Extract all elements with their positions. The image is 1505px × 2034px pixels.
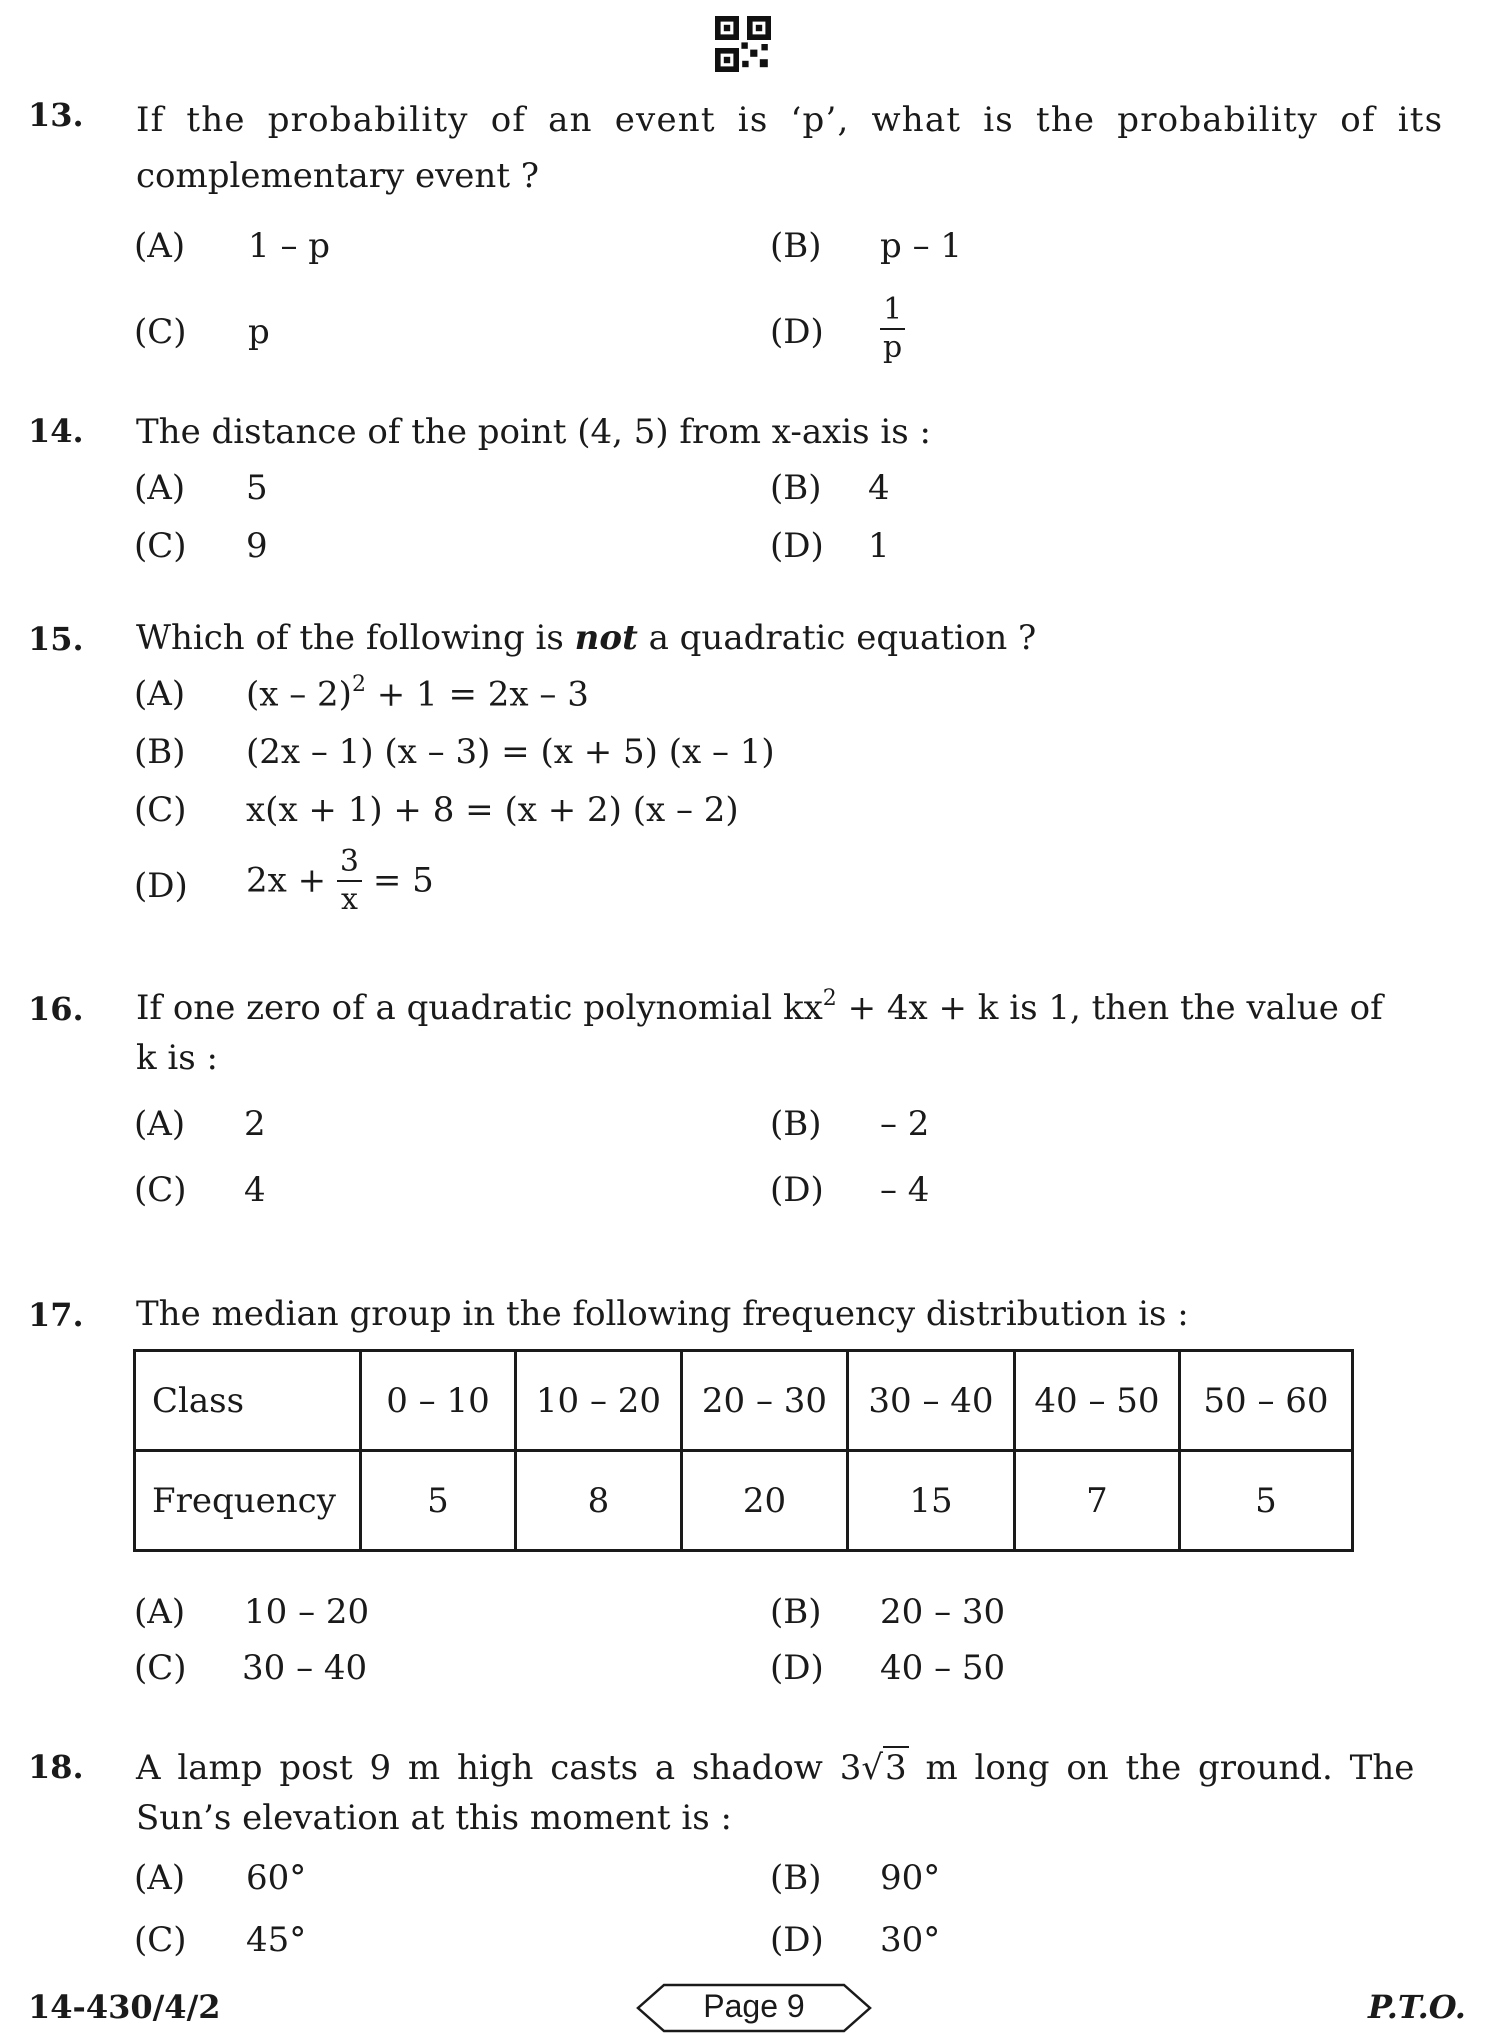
q15-d-pre: 2x + — [246, 860, 337, 901]
q16-option-d-label[interactable]: (D) — [770, 1170, 824, 1210]
fraction — [337, 846, 362, 915]
fraction-denominator: x — [341, 881, 358, 917]
q13-option-a-value: 1 – p — [248, 226, 331, 266]
table-row-frequency — [135, 1451, 1353, 1551]
q15-option-a-label[interactable]: (A) — [134, 674, 186, 714]
q14-option-c-value: 9 — [246, 526, 268, 566]
q17-option-a-label[interactable]: (A) — [134, 1592, 186, 1632]
q15-option-d-value — [246, 846, 434, 915]
q18-option-d-value: 30° — [880, 1920, 941, 1960]
paper-code: 14-430/4/2 — [28, 1988, 221, 2026]
q18-option-b-label[interactable]: (B) — [770, 1858, 822, 1898]
question-17-number: 17. — [28, 1296, 84, 1334]
question-16-line-2: k is : — [136, 1038, 218, 1078]
q14-option-d-value: 1 — [868, 526, 890, 566]
q17-option-d-label[interactable]: (D) — [770, 1648, 824, 1688]
q15-option-b-label[interactable]: (B) — [134, 732, 186, 772]
q15-option-a-value — [246, 674, 589, 714]
please-turn-over: P.T.O. — [1368, 1988, 1466, 2026]
question-18-line-2: Sun’s elevation at this moment is : — [136, 1798, 732, 1838]
q18-option-a-label[interactable]: (A) — [134, 1858, 186, 1898]
table-row-class — [135, 1351, 1353, 1451]
q17-option-b-value: 20 – 30 — [880, 1592, 1006, 1632]
q13-option-a-label[interactable]: (A) — [134, 226, 186, 266]
q15-d-post: = 5 — [372, 860, 434, 901]
fraction-numerator: 3 — [337, 846, 362, 882]
question-15-text-post: a quadratic equation ? — [637, 618, 1037, 658]
question-16-text-pre: If one zero of a quadratic polynomial kx — [136, 988, 823, 1028]
q16-option-a-label[interactable]: (A) — [134, 1104, 186, 1144]
table-cell: 7 — [1015, 1451, 1180, 1551]
table-cell: 8 — [516, 1451, 682, 1551]
question-18-number: 18. — [28, 1748, 84, 1786]
question-15-text-pre: Which of the following is — [136, 618, 575, 658]
table-cell-header: Frequency — [135, 1451, 361, 1551]
qr-code-icon — [715, 16, 771, 72]
q16-option-b-label[interactable]: (B) — [770, 1104, 822, 1144]
question-17-text: The median group in the following frequency distribution is : — [136, 1294, 1189, 1334]
question-13-number: 13. — [28, 96, 84, 134]
q17-option-d-value: 40 – 50 — [880, 1648, 1006, 1688]
question-13-line-2: complementary event ? — [136, 156, 540, 196]
q15-a-post: + 1 = 2x – 3 — [365, 674, 589, 715]
q14-option-a-value: 5 — [246, 468, 268, 508]
q13-option-b-value: p – 1 — [880, 226, 963, 266]
q15-a-pre: (x – 2) — [246, 674, 352, 715]
q13-option-d-value — [880, 294, 905, 363]
q15-option-d-label[interactable]: (D) — [134, 866, 188, 906]
sqrt-symbol: √ — [861, 1748, 884, 1788]
q17-option-c-value: 30 – 40 — [242, 1648, 368, 1688]
q18-option-b-value: 90° — [880, 1858, 941, 1898]
question-15-emphasis: not — [574, 618, 638, 658]
qr-code — [715, 16, 771, 76]
table-cell: 0 – 10 — [361, 1351, 516, 1451]
q14-option-a-label[interactable]: (A) — [134, 468, 186, 508]
q18-option-a-value: 60° — [246, 1858, 307, 1898]
q14-option-c-label[interactable]: (C) — [134, 526, 187, 566]
table-cell: 20 – 30 — [682, 1351, 848, 1451]
q14-option-b-label[interactable]: (B) — [770, 468, 822, 508]
q14-option-d-label[interactable]: (D) — [770, 526, 824, 566]
question-18-line-1 — [136, 1742, 1414, 1795]
q15-a-exponent: 2 — [351, 672, 366, 697]
table-cell: 20 — [682, 1451, 848, 1551]
q17-option-b-label[interactable]: (B) — [770, 1592, 822, 1632]
fraction-denominator: p — [883, 329, 903, 365]
q16-option-c-label[interactable]: (C) — [134, 1170, 187, 1210]
sqrt-coefficient: 3 — [839, 1748, 862, 1788]
q14-option-b-value: 4 — [868, 468, 890, 508]
frequency-table — [133, 1349, 1354, 1552]
q15-option-b-value: (2x – 1) (x – 3) = (x + 5) (x – 1) — [246, 732, 775, 772]
table-cell: 10 – 20 — [516, 1351, 682, 1451]
table-cell: 40 – 50 — [1015, 1351, 1180, 1451]
question-16-text-post: + 4x + k is 1, then the value of — [836, 988, 1383, 1028]
table-cell: 5 — [361, 1451, 516, 1551]
page-number: Page 9 — [703, 1988, 805, 2024]
q13-option-d-label[interactable]: (D) — [770, 312, 824, 352]
q13-option-c-label[interactable]: (C) — [134, 312, 187, 352]
question-16-number: 16. — [28, 990, 84, 1028]
q17-option-a-value: 10 – 20 — [244, 1592, 370, 1632]
question-14-number: 14. — [28, 412, 84, 450]
question-14-text: The distance of the point (4, 5) from x-axis is : — [136, 412, 932, 452]
question-13-text-1: If the probability of an event is ‘p’, what is the probability of its — [136, 100, 1444, 140]
question-18-text-post: m long on the ground. The — [908, 1748, 1415, 1788]
question-15-text — [136, 612, 1036, 665]
q16-option-b-value: – 2 — [880, 1104, 930, 1144]
q18-option-d-label[interactable]: (D) — [770, 1920, 824, 1960]
fraction — [880, 294, 905, 363]
fraction-numerator: 1 — [880, 294, 905, 330]
question-18-text-pre: A lamp post 9 m high casts a shadow — [136, 1748, 840, 1788]
table-cell-header: Class — [135, 1351, 361, 1451]
q18-option-c-label[interactable]: (C) — [134, 1920, 187, 1960]
question-13-line-1 — [136, 94, 1444, 147]
q17-option-c-label[interactable]: (C) — [134, 1648, 187, 1688]
q16-option-a-value: 2 — [244, 1104, 266, 1144]
q15-option-c-label[interactable]: (C) — [134, 790, 187, 830]
q18-option-c-value: 45° — [246, 1920, 307, 1960]
table-cell: 15 — [848, 1451, 1015, 1551]
question-16-exponent: 2 — [822, 985, 837, 1011]
table-cell: 30 – 40 — [848, 1351, 1015, 1451]
q13-option-b-label[interactable]: (B) — [770, 226, 822, 266]
table-cell: 50 – 60 — [1180, 1351, 1353, 1451]
q13-option-c-value: p — [248, 312, 270, 352]
q16-option-d-value: – 4 — [880, 1170, 930, 1210]
table-cell: 5 — [1180, 1451, 1353, 1551]
q16-option-c-value: 4 — [244, 1170, 266, 1210]
q15-option-c-value: x(x + 1) + 8 = (x + 2) (x – 2) — [246, 790, 739, 830]
question-15-number: 15. — [28, 620, 84, 658]
question-16-line-1 — [136, 982, 1383, 1035]
sqrt-radicand: 3 — [885, 1748, 907, 1788]
